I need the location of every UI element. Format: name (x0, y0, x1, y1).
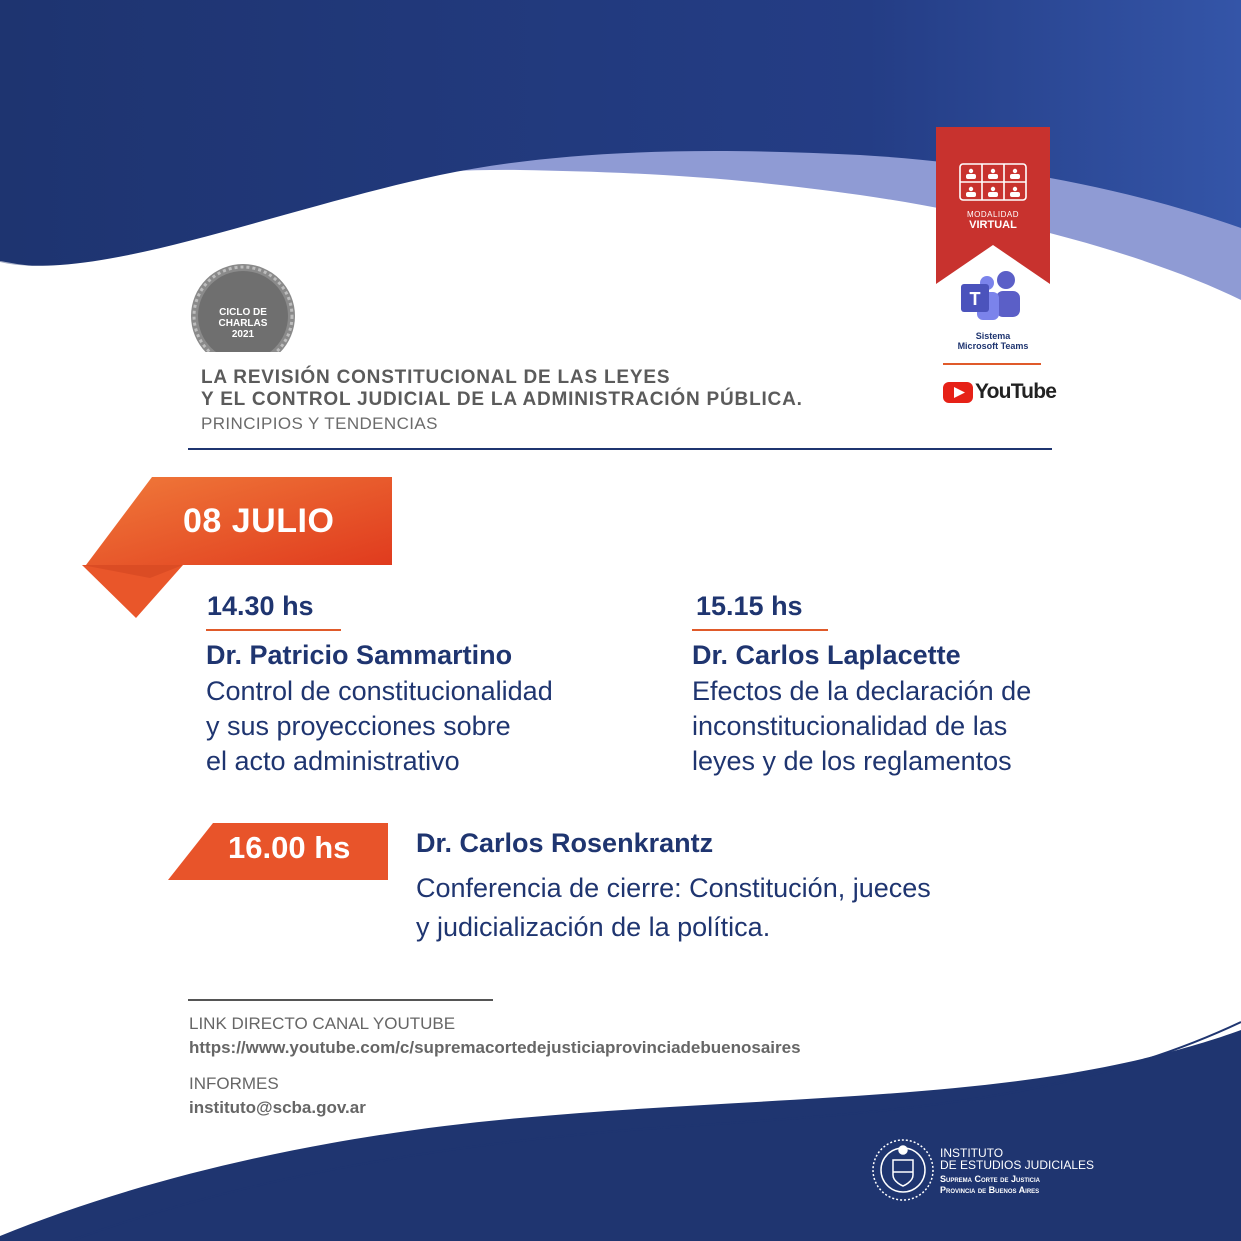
youtube-link[interactable]: https://www.youtube.com/c/supremacortedejusticiaprovinciadebuenosaires (189, 1038, 801, 1057)
badge-line1: CICLO DE (219, 307, 267, 318)
platform-divider (943, 363, 1041, 365)
header-divider (188, 448, 1052, 450)
session3-talk (416, 869, 931, 947)
youtube-play-icon (943, 382, 973, 403)
session2-talk-line3: leyes y de los reglamentos (692, 746, 1012, 776)
session2-talk (692, 674, 1031, 779)
session1-time: 14.30 hs (207, 591, 314, 621)
session1-talk-line3: el acto administrativo (206, 746, 460, 776)
teams-label-line2: Microsoft Teams (957, 341, 1029, 351)
youtube-link-label: LINK DIRECTO CANAL YOUTUBE (189, 1014, 456, 1033)
session2-talk-line2: inconstitucionalidad de las (692, 711, 1008, 741)
institution-line2: DE ESTUDIOS JUDICIALES (940, 1158, 1095, 1172)
session1-time-rule (206, 629, 341, 631)
info-divider (188, 999, 493, 1001)
ribbon-modalidad: MODALIDAD (966, 210, 1020, 219)
session1-speaker: Dr. Patricio Sammartino (206, 640, 513, 670)
youtube-label[interactable]: YouTube (975, 380, 1057, 403)
session3-talk-line1: Conferencia de cierre: Constitución, jueces (416, 873, 931, 903)
teams-label-line1: Sistema (975, 331, 1011, 341)
virtual-ribbon (936, 127, 1050, 284)
badge-line2: CHARLAS (218, 318, 268, 329)
session2-talk-line1: Efectos de la declaración de (692, 676, 1032, 706)
bottom-wave-navy (0, 1030, 1241, 1241)
ribbon-virtual: VIRTUAL (969, 219, 1017, 231)
event-date: 08 JULIO (183, 502, 335, 540)
cycle-badge-text (196, 307, 290, 340)
event-title-line1: LA REVISIÓN CONSTITUCIONAL DE LAS LEYES (201, 367, 671, 388)
institution-line3: Suprema Corte de Justicia (940, 1174, 1041, 1184)
session2-time-rule (692, 629, 828, 631)
session2-time: 15.15 hs (696, 591, 803, 621)
contact-email[interactable]: instituto@scba.gov.ar (189, 1098, 366, 1117)
session1-talk (206, 674, 553, 779)
teams-label (940, 331, 1046, 351)
institution-line1: INSTITUTO (940, 1146, 1004, 1160)
session2-speaker: Dr. Carlos Laplacette (692, 640, 961, 670)
institution-line4: Provincia de Buenos Aires (940, 1185, 1040, 1195)
session3-time: 16.00 hs (228, 830, 351, 865)
contact-label: INFORMES (189, 1074, 279, 1093)
event-title-line2: Y EL CONTROL JUDICIAL DE LA ADMINISTRACIÓN PÚBLICA. (201, 389, 803, 410)
session1-talk-line1: Control de constitucionalidad (206, 676, 553, 706)
event-subtitle: PRINCIPIOS Y TENDENCIAS (201, 414, 438, 433)
badge-line3: 2021 (231, 329, 255, 340)
microsoft-teams-icon (961, 271, 1020, 320)
svg-text:T: T (969, 289, 981, 309)
session3-talk-line2: y judicialización de la política. (416, 912, 771, 942)
session1-talk-line2: y sus proyecciones sobre (206, 711, 511, 741)
session3-speaker: Dr. Carlos Rosenkrantz (416, 828, 714, 858)
